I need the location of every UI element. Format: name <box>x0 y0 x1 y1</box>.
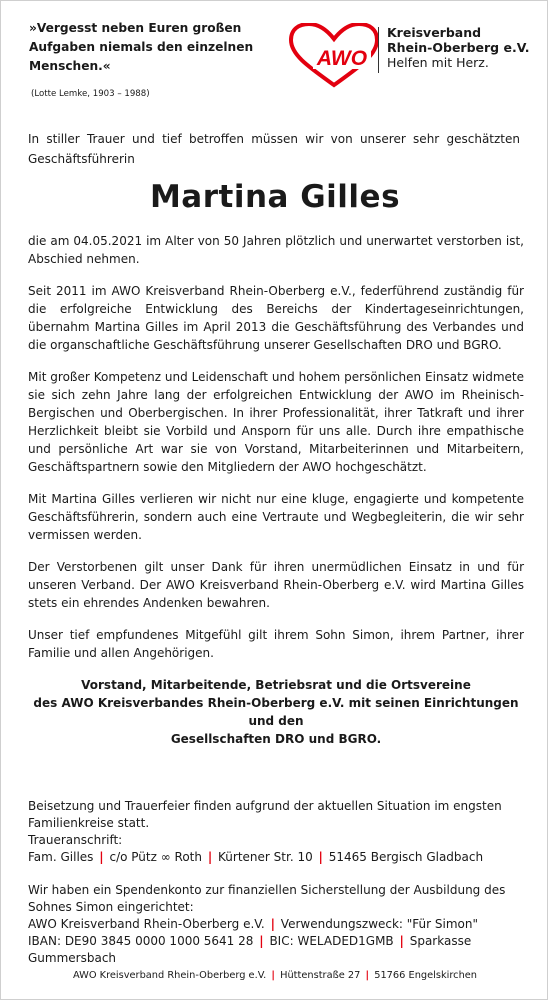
separator: | <box>271 970 275 981</box>
mourning-address <box>28 849 524 866</box>
logo-divider <box>378 27 379 73</box>
org-name-line1: Kreisverband <box>387 25 482 40</box>
separator: | <box>399 934 404 948</box>
quote <box>29 19 259 76</box>
bank-name: Sparkasse Gummersbach <box>28 934 472 965</box>
separator: | <box>207 850 213 864</box>
donation-line <box>28 916 524 933</box>
address-part: Kürtener Str. 10 <box>218 850 313 864</box>
awo-heart-logo <box>289 23 379 89</box>
footer-street: Hüttenstraße 27 <box>280 970 361 981</box>
separator: | <box>99 850 104 864</box>
bank-line <box>28 933 524 967</box>
signature-line: Gesellschaften DRO und BGRO. <box>170 732 382 746</box>
footer-city: 51766 Engelskirchen <box>374 970 478 981</box>
separator: | <box>259 934 264 948</box>
funeral-text: Beisetzung und Trauerfeier finden aufgrund der aktuellen Situation im engsten Familienkreise statt. <box>28 799 502 830</box>
org-slogan: Helfen mit Herz. <box>387 55 489 70</box>
obituary-body <box>28 232 524 748</box>
quote-line: »Vergesst neben Euren großen <box>29 21 242 35</box>
donation-info <box>28 882 524 967</box>
address-part: 51465 Bergisch Gladbach <box>328 850 484 864</box>
signature-line: des AWO Kreisverbandes Rhein-Oberberg e.V. mit seinen Einrichtungen und den <box>33 696 519 728</box>
quote-line: Aufgaben niemals den einzelnen <box>29 40 254 54</box>
logo-text <box>387 25 530 70</box>
address-label: Traueranschrift: <box>28 833 123 847</box>
separator: | <box>365 970 370 981</box>
paragraph: Mit großer Kompetenz und Leidenschaft und hohem persönlichen Einsatz widmete sie sich zehn Jahre lang der erfolgreichen Entwicklung der AWO im Rheinisch-Bergischen und Oberbergischen. In ihrer Professionalität, ihrer Tatkraft und ihrer Herzlichkeit bleibt sie Vorbild und Ansporn für uns alle. Durch ihre empathische und persönliche Art war sie von Vorstand, Mitarbeiterinnen und Mitarbeitern, Geschäftspartnern sowie den Mitgliedern der AWO hochgeschätzt. <box>28 370 524 474</box>
paragraph: Seit 2011 im AWO Kreisverband Rhein-Oberberg e.V., federführend zuständig für die erfolgreiche Entwicklung des Bereichs der Kindertageseinrichtungen, übernahm Martina Gilles im April 2013 die Geschäftsführung des Verbandes und die organschaftliche Geschäftsführung unserer Gesellschaften DRO und BGRO. <box>28 284 524 352</box>
separator: | <box>270 917 275 931</box>
iban: IBAN: DE90 3845 0000 1000 5641 28 <box>28 934 254 948</box>
paragraph: die am 04.05.2021 im Alter von 50 Jahren plötzlich und unerwartet verstorben ist, Abschied nehmen. <box>28 234 524 266</box>
address-part: c/o Pütz ∞ Roth <box>109 850 202 864</box>
donation-text: Wir haben ein Spendenkonto zur finanziellen Sicherstellung der Ausbildung des Sohnes Simon eingerichtet: <box>28 883 506 914</box>
separator: | <box>318 850 323 864</box>
paragraph: Der Verstorbenen gilt unser Dank für ihren unermüdlichen Einsatz in und für unseren Verband. Der AWO Kreisverband Rhein-Oberberg e.V. wird Martina Gilles stets ein ehrendes Andenken bewahren. <box>28 560 524 610</box>
footer-org: AWO Kreisverband Rhein-Oberberg e.V. <box>72 970 267 981</box>
address-part: Fam. Gilles <box>28 850 94 864</box>
paragraph: Unser tief empfundenes Mitgefühl gilt ihrem Sohn Simon, ihrem Partner, ihrer Familie und allen Angehörigen. <box>28 628 524 660</box>
deceased-name: Martina Gilles <box>149 179 401 215</box>
quote-line: Menschen.« <box>29 59 111 73</box>
funeral-info <box>28 798 524 866</box>
signature-line: Vorstand, Mitarbeitende, Betriebsrat und die Ortsvereine <box>81 678 471 692</box>
quote-author: (Lotte Lemke, 1903 – 1988) <box>31 89 150 99</box>
paragraph: Mit Martina Gilles verlieren wir nicht nur eine kluge, engagierte und kompetente Geschäftsführerin, sondern auch eine Vertraute und Wegbegleiterin, die wir sehr vermissen werden. <box>28 492 524 542</box>
bic: BIC: WELADED1GMB <box>269 934 394 948</box>
account-holder: AWO Kreisverband Rhein-Oberberg e.V. <box>28 917 265 931</box>
org-name-line2: Rhein-Oberberg e.V. <box>387 40 530 55</box>
footer <box>1 970 548 981</box>
payment-purpose: Verwendungszweck: "Für Simon" <box>280 917 479 931</box>
signature-block <box>28 676 524 748</box>
info-section <box>28 798 524 983</box>
logo-mark-text: AWO <box>316 47 368 70</box>
intro-text: In stiller Trauer und tief betroffen müssen wir von unserer sehr geschätzten Geschäftsführerin <box>28 132 520 166</box>
